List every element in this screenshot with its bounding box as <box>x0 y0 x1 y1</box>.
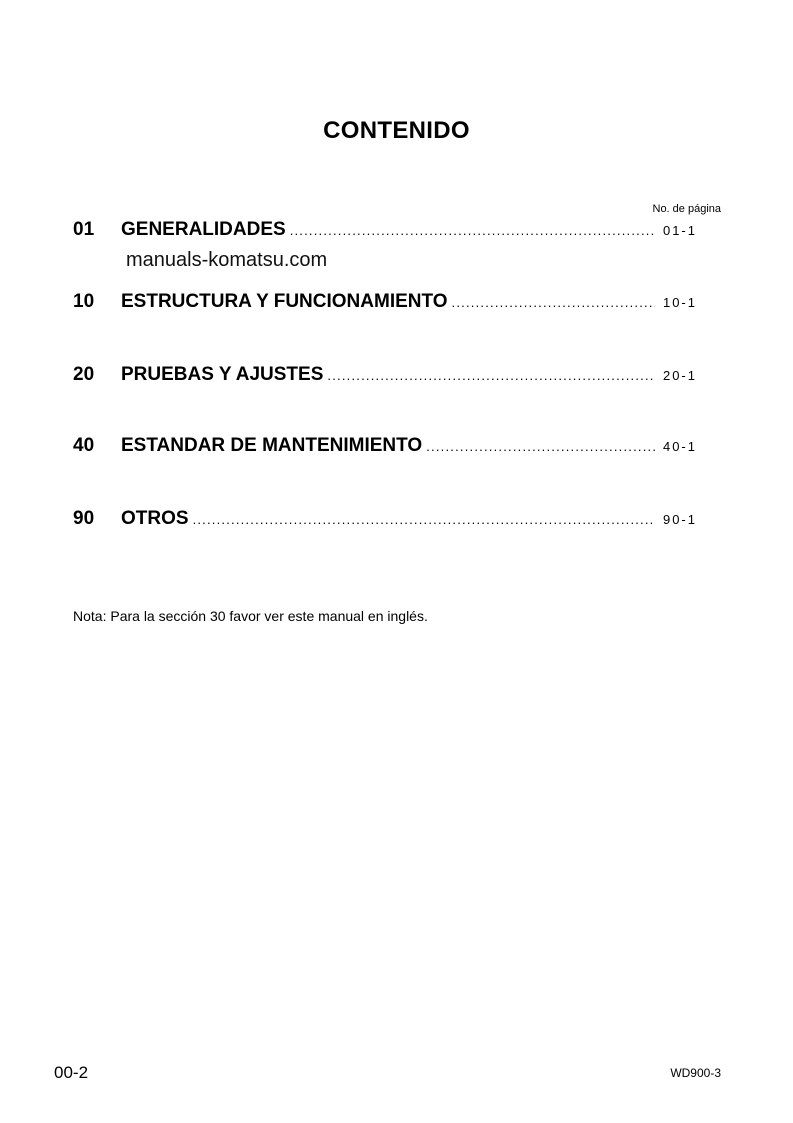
toc-entry-40[interactable] <box>73 435 697 459</box>
toc-entry-90[interactable] <box>73 508 697 532</box>
toc-section-number: 10 <box>73 291 95 312</box>
footer-model-code: WD900-3 <box>670 1066 721 1080</box>
toc-leader-dots <box>290 223 655 238</box>
toc-entry-20[interactable] <box>73 364 697 388</box>
watermark: manuals-komatsu.com <box>126 249 328 271</box>
toc-page-ref: 20-1 <box>662 368 697 383</box>
section-note: Nota: Para la sección 30 favor ver este manual en inglés. <box>73 608 428 624</box>
toc-section-number: 40 <box>73 435 95 456</box>
toc-page-ref: 01-1 <box>662 223 697 238</box>
toc-section-number: 01 <box>73 219 95 240</box>
toc-page-ref: 40-1 <box>662 439 697 454</box>
toc-section-number: 90 <box>73 508 95 529</box>
toc-section-label: GENERALIDADES <box>121 219 286 240</box>
toc-page-ref: 10-1 <box>662 295 697 310</box>
toc-section-label: PRUEBAS Y AJUSTES <box>121 364 324 385</box>
toc-leader-dots <box>426 439 655 454</box>
toc-leader-dots <box>452 295 655 310</box>
footer-page-number: 00-2 <box>54 1063 89 1082</box>
toc-entry-01[interactable] <box>73 219 697 243</box>
page-title: CONTENIDO <box>323 117 470 144</box>
toc-leader-dots <box>327 368 655 383</box>
toc-page-ref: 90-1 <box>662 512 697 527</box>
page-column-header: No. de página <box>652 203 721 215</box>
toc-section-label: ESTRUCTURA Y FUNCIONAMIENTO <box>121 291 448 312</box>
toc-section-label: OTROS <box>121 508 189 529</box>
toc-section-number: 20 <box>73 364 95 385</box>
toc-entry-10[interactable] <box>73 291 697 315</box>
toc-leader-dots <box>193 512 655 527</box>
toc-section-label: ESTANDAR DE MANTENIMIENTO <box>121 435 423 456</box>
